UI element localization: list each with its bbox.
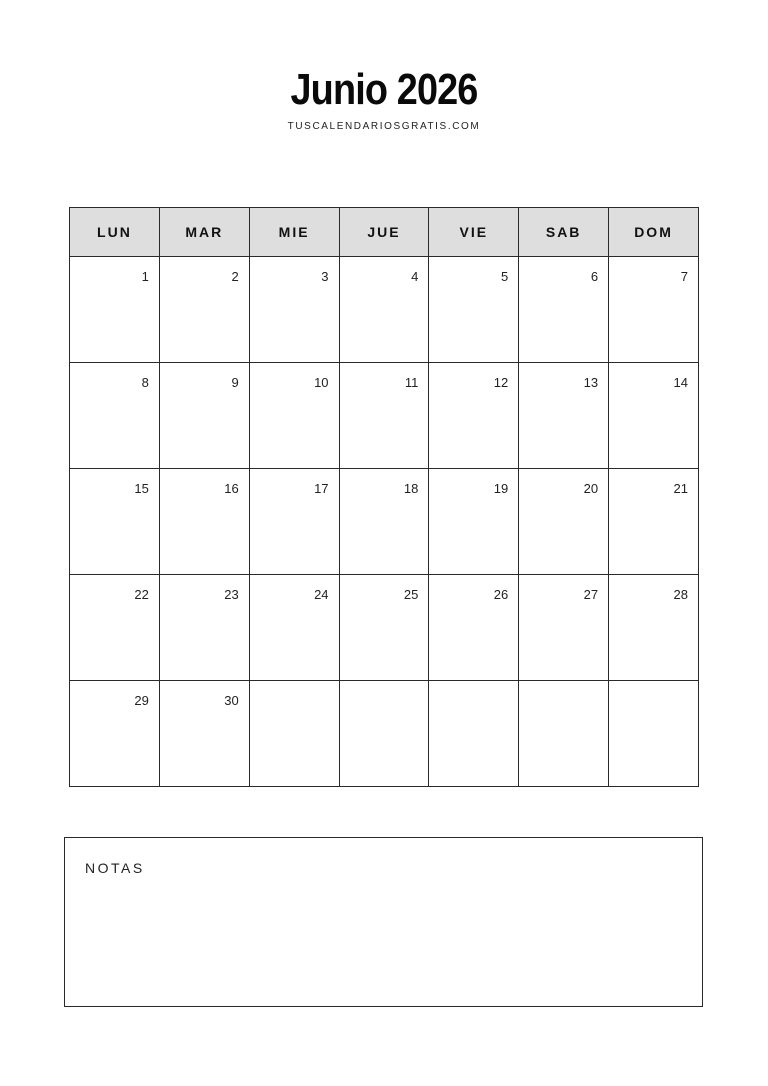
- day-number: 28: [673, 587, 688, 602]
- notes-label: NOTAS: [85, 860, 145, 876]
- day-cell: [159, 363, 249, 469]
- day-cell: [609, 363, 699, 469]
- day-number: 6: [590, 269, 599, 284]
- weekday-header-sun: DOM: [609, 208, 699, 257]
- week-row: [70, 257, 699, 363]
- day-number: [429, 681, 518, 693]
- day-number: 3: [321, 269, 329, 284]
- day-number: 18: [403, 481, 419, 496]
- day-cell: [429, 575, 519, 681]
- day-cell: [159, 469, 249, 575]
- day-number: 1: [141, 269, 149, 284]
- weekday-header-fri: VIE: [429, 208, 519, 257]
- day-cell: [70, 575, 160, 681]
- day-cell: [249, 363, 339, 469]
- day-cell: [609, 469, 699, 575]
- day-number: [250, 681, 339, 693]
- day-number: 22: [134, 587, 149, 602]
- day-cell: [70, 363, 160, 469]
- website-caption: TUSCALENDARIOSGRATIS.COM: [287, 121, 481, 132]
- day-cell: [159, 575, 249, 681]
- day-number: 7: [680, 269, 688, 284]
- day-cell: [70, 681, 160, 787]
- month-calendar-grid: [69, 207, 699, 787]
- day-cell: [519, 257, 609, 363]
- weekday-header-mon: LUN: [70, 208, 160, 257]
- weekday-header-tue: MAR: [159, 208, 249, 257]
- day-number: 29: [134, 693, 149, 708]
- day-cell: [519, 681, 609, 787]
- day-cell: [609, 257, 699, 363]
- day-cell: [339, 681, 429, 787]
- weekday-header-wed: MIE: [249, 208, 339, 257]
- day-number: 30: [224, 693, 239, 708]
- day-number: 20: [583, 481, 599, 496]
- day-number: [519, 681, 608, 693]
- day-cell: [70, 469, 160, 575]
- day-number: 24: [314, 587, 329, 602]
- day-number: 13: [583, 375, 599, 390]
- notes-box: [64, 837, 703, 1007]
- week-row: [70, 363, 699, 469]
- weekday-header-thu: JUE: [339, 208, 429, 257]
- day-number: 26: [493, 587, 509, 602]
- weekday-header-sat: SAB: [519, 208, 609, 257]
- day-number: 8: [141, 375, 149, 390]
- day-number: [340, 681, 429, 693]
- day-number: 12: [493, 375, 509, 390]
- day-cell: [609, 681, 699, 787]
- day-cell: [519, 363, 609, 469]
- day-number: 14: [673, 375, 688, 390]
- day-number: 5: [500, 269, 509, 284]
- day-number: 15: [134, 481, 149, 496]
- page-title: Junio 2026: [290, 65, 478, 114]
- day-number: 9: [231, 375, 239, 390]
- day-cell: [519, 575, 609, 681]
- day-cell: [429, 363, 519, 469]
- day-cell: [429, 469, 519, 575]
- day-cell: [249, 257, 339, 363]
- day-cell: [429, 681, 519, 787]
- week-row: [70, 575, 699, 681]
- week-row: [70, 681, 699, 787]
- day-cell: [249, 681, 339, 787]
- day-number: 11: [404, 375, 419, 390]
- day-cell: [339, 363, 429, 469]
- day-cell: [339, 257, 429, 363]
- day-cell: [609, 575, 699, 681]
- weekday-header-row: [70, 208, 699, 257]
- day-cell: [70, 257, 160, 363]
- day-cell: [249, 469, 339, 575]
- day-number: 17: [314, 481, 329, 496]
- day-cell: [159, 257, 249, 363]
- day-cell: [339, 575, 429, 681]
- day-cell: [159, 681, 249, 787]
- day-number: 10: [314, 375, 329, 390]
- day-cell: [339, 469, 429, 575]
- day-number: 27: [583, 587, 599, 602]
- day-cell: [429, 257, 519, 363]
- week-row: [70, 469, 699, 575]
- day-number: 21: [673, 481, 688, 496]
- day-number: 4: [411, 269, 419, 284]
- day-number: [609, 681, 698, 693]
- day-number: 19: [493, 481, 509, 496]
- day-number: 2: [231, 269, 239, 284]
- day-number: 25: [403, 587, 419, 602]
- day-cell: [519, 469, 609, 575]
- day-number: 23: [224, 587, 239, 602]
- day-cell: [249, 575, 339, 681]
- day-number: 16: [224, 481, 239, 496]
